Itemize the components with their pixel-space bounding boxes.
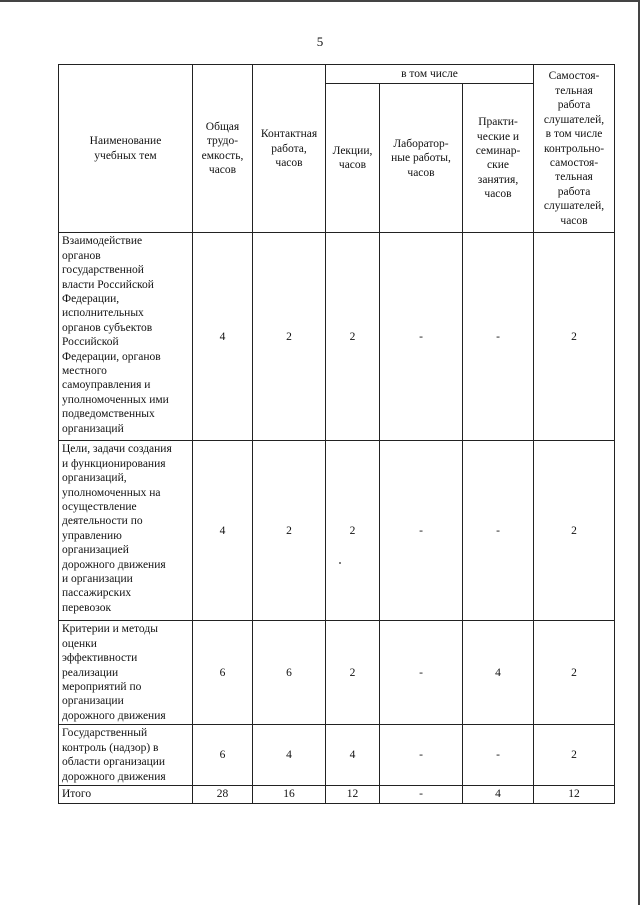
total-label: Итого <box>59 786 193 803</box>
contact-hours: 16 <box>253 786 326 803</box>
practical-hours: 4 <box>463 621 534 725</box>
topic-name: Цели, задачи создания и функционирования организаций, уполномоченных на осуществление деятельности по управлению организацией дорожного движения и организации пассажирских перевозок <box>59 441 193 621</box>
self-study-hours: 2 <box>534 441 615 621</box>
table-row <box>59 441 615 621</box>
topic-name: Критерии и методы оценки эффективности реализации мероприятий по организации дорожного движения <box>59 621 193 725</box>
scan-speck <box>339 562 341 564</box>
self-study-hours: 2 <box>534 233 615 441</box>
lecture-hours: 12 <box>326 786 380 803</box>
contact-hours: 6 <box>253 621 326 725</box>
header-lectures: Лекции, часов <box>326 84 380 233</box>
header-topic-name: Наименование учебных тем <box>59 65 193 233</box>
contact-hours: 4 <box>253 725 326 786</box>
practical-hours: 4 <box>463 786 534 803</box>
total-hours: 28 <box>193 786 253 803</box>
total-row <box>59 786 615 803</box>
header-practical: Практи- ческие и семинар- ские занятия, часов <box>463 84 534 233</box>
scan-edge-top <box>0 0 640 2</box>
header-lab-works: Лаборатор- ные работы, часов <box>380 84 463 233</box>
self-study-hours: 2 <box>534 725 615 786</box>
lecture-hours: 2 <box>326 441 380 621</box>
lecture-hours: 4 <box>326 725 380 786</box>
total-hours: 4 <box>193 233 253 441</box>
curriculum-table <box>58 64 615 804</box>
lecture-hours: 2 <box>326 233 380 441</box>
contact-hours: 2 <box>253 441 326 621</box>
page-number: 5 <box>316 34 324 49</box>
practical-hours: - <box>463 441 534 621</box>
table-row <box>59 621 615 725</box>
header-self-study: Самостоя- тельная работа слушателей, в том числе контрольно- самостоя- тельная работа слушателей, часов <box>534 65 615 233</box>
lab-hours: - <box>380 233 463 441</box>
total-hours: 6 <box>193 725 253 786</box>
lab-hours: - <box>380 786 463 803</box>
header-contact-hours: Контактная работа, часов <box>253 65 326 233</box>
lab-hours: - <box>380 725 463 786</box>
self-study-hours: 2 <box>534 621 615 725</box>
self-study-hours: 12 <box>534 786 615 803</box>
lecture-hours: 2 <box>326 621 380 725</box>
practical-hours: - <box>463 725 534 786</box>
table-row <box>59 725 615 786</box>
table-row <box>59 233 615 441</box>
total-hours: 6 <box>193 621 253 725</box>
topic-name: Государственный контроль (надзор) в области организации дорожного движения <box>59 725 193 786</box>
header-row-1 <box>59 65 615 84</box>
header-including: в том числе <box>326 65 534 84</box>
total-hours: 4 <box>193 441 253 621</box>
lab-hours: - <box>380 621 463 725</box>
lab-hours: - <box>380 441 463 621</box>
header-total-hours: Общая трудо- емкость, часов <box>193 65 253 233</box>
practical-hours: - <box>463 233 534 441</box>
contact-hours: 2 <box>253 233 326 441</box>
topic-name: Взаимодействие органов государственной власти Российской Федерации, исполнительных органов субъектов Российской Федерации, органов местного самоуправления и уполномоченных ими подведомственных организаций <box>59 233 193 441</box>
